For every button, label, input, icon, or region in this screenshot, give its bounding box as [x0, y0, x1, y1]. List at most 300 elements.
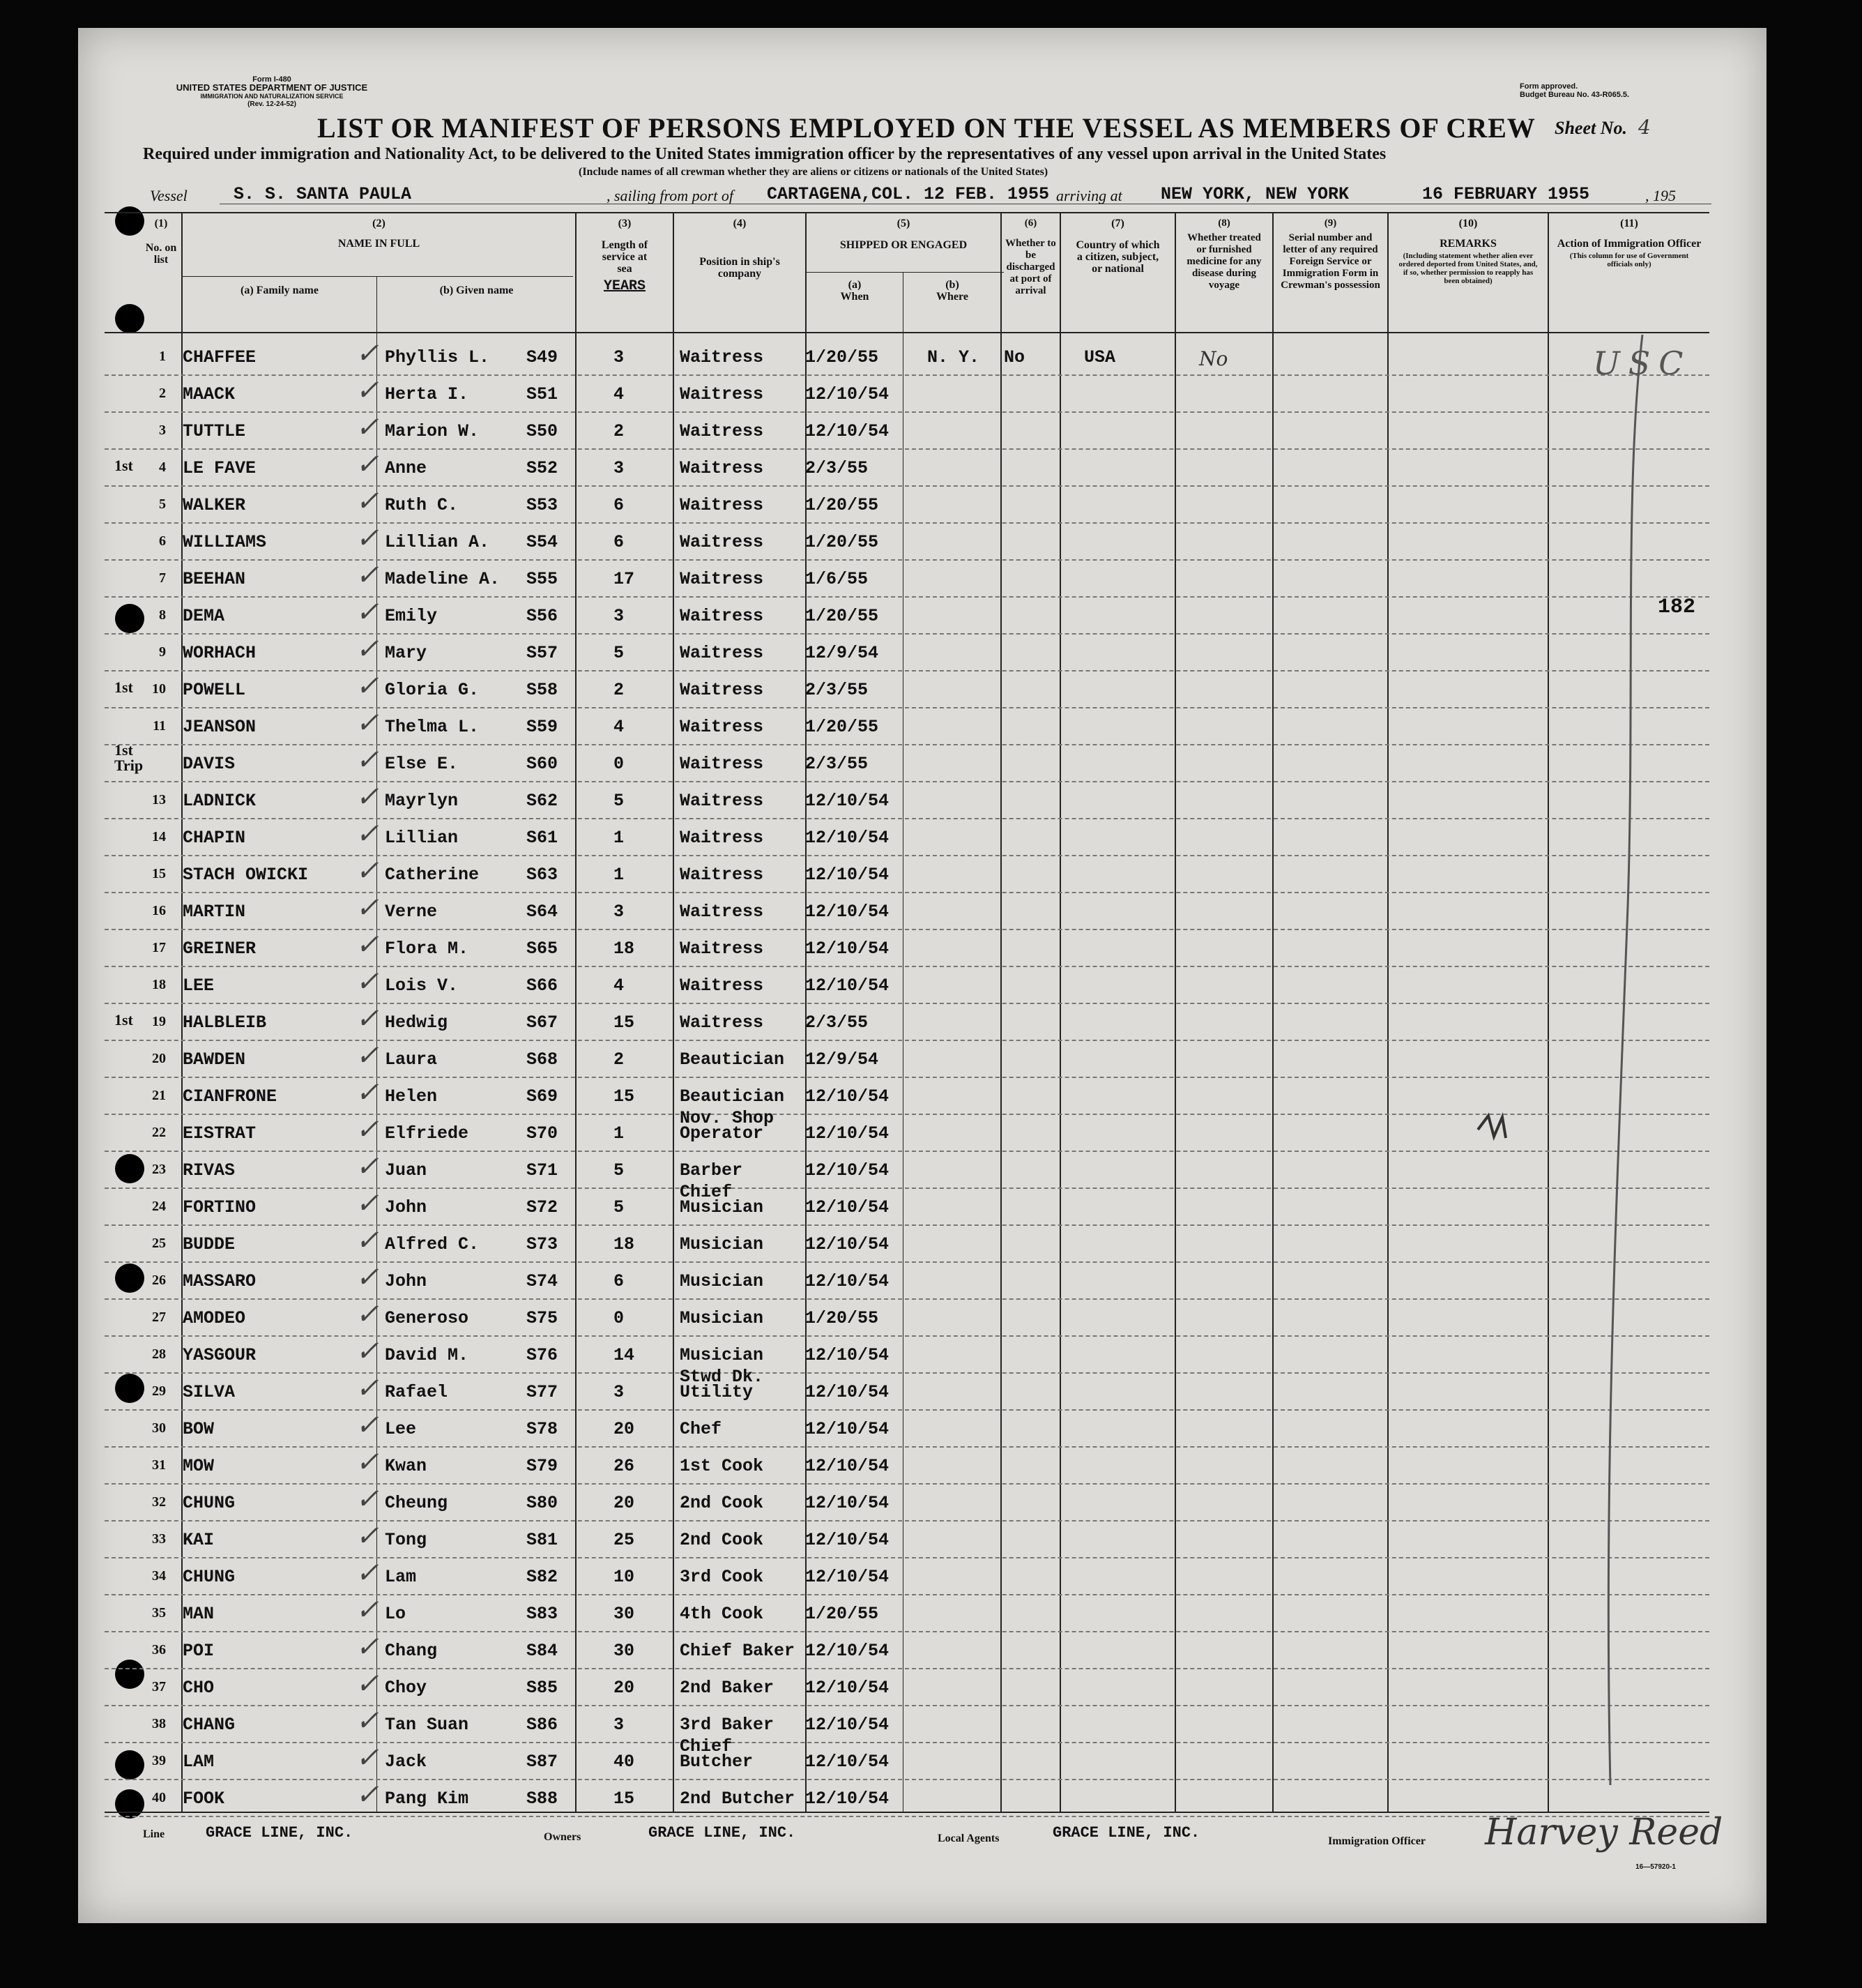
check-mark-icon: ✓	[356, 1335, 379, 1367]
shipped-when: 2/3/55	[805, 754, 869, 774]
check-mark-icon: ✓	[356, 485, 379, 517]
family-name: CHUNG	[183, 1567, 236, 1587]
serial-number: S53	[526, 495, 558, 515]
shipped-when: 12/10/54	[805, 384, 890, 404]
family-name: CHAPIN	[183, 828, 246, 848]
given-name: Madeline A.	[385, 569, 501, 589]
family-name: LADNICK	[183, 791, 257, 811]
given-name: Hedwig	[385, 1012, 448, 1033]
given-name: Tan Suan	[385, 1715, 469, 1735]
row-number: 21	[152, 1088, 166, 1103]
serial-number: S50	[526, 421, 558, 441]
family-name: MASSARO	[183, 1271, 257, 1291]
col-header-5a: (a) When	[840, 279, 869, 303]
position: Waitress	[680, 643, 764, 663]
serial-number: S67	[526, 1012, 558, 1033]
given-name: Ruth C.	[385, 495, 459, 515]
years-at-sea: 2	[613, 1049, 625, 1070]
row-number: 29	[152, 1383, 166, 1399]
family-name: POWELL	[183, 680, 246, 700]
page-title: LIST OR MANIFEST OF PERSONS EMPLOYED ON THE VESSEL AS MEMBERS OF CREW	[317, 112, 1536, 144]
serial-number: S62	[526, 791, 558, 811]
check-mark-icon: ✓	[356, 633, 379, 665]
family-name: CHUNG	[183, 1493, 236, 1513]
col-label: Whether treated or furnished medicine for any disease during voyage	[1186, 232, 1262, 291]
col-num: (7)	[1111, 218, 1124, 229]
serial-number: S73	[526, 1234, 558, 1254]
family-name: HALBLEIB	[183, 1012, 267, 1033]
position: Waitress	[680, 384, 764, 404]
position: Stwd Dk. Utility	[680, 1367, 764, 1402]
officer-label: Immigration Officer	[1328, 1835, 1426, 1847]
family-name: LEE	[183, 976, 215, 996]
serial-number: S85	[526, 1678, 558, 1698]
first-trip-note: 1st	[114, 678, 133, 696]
serial-number: S52	[526, 458, 558, 478]
shipped-when: 1/20/55	[805, 532, 879, 552]
check-mark-icon: ✓	[356, 1631, 379, 1663]
col-label: Position in ship's company	[699, 256, 780, 280]
family-name: CIANFRONE	[183, 1086, 277, 1107]
check-mark-icon: ✓	[356, 337, 379, 370]
family-name: MARTIN	[183, 902, 246, 922]
check-mark-icon: ✓	[356, 1705, 379, 1737]
shipped-when: 12/10/54	[805, 1715, 890, 1735]
years-at-sea: 5	[613, 1197, 625, 1217]
row-number: 23	[152, 1162, 166, 1177]
shipped-when: 12/10/54	[805, 1345, 890, 1365]
row-number: 32	[152, 1494, 166, 1510]
given-name: Alfred C.	[385, 1234, 480, 1254]
row-number: 38	[152, 1716, 166, 1731]
check-mark-icon: ✓	[356, 596, 379, 628]
shipped-when: 12/10/54	[805, 1271, 890, 1291]
shipped-when: 1/20/55	[805, 1604, 879, 1624]
years-at-sea: 4	[613, 976, 625, 996]
vessel-name: S. S. SANTA PAULA	[234, 184, 412, 204]
arrival-date: 16 FEBRUARY 1955	[1422, 184, 1590, 204]
years-at-sea: 40	[613, 1752, 635, 1772]
agents-label: Local Agents	[938, 1833, 1000, 1844]
position: Waitress	[680, 680, 764, 700]
shipped-when: 12/10/54	[805, 1493, 890, 1513]
row-number: 33	[152, 1531, 166, 1547]
given-name: Gloria G.	[385, 680, 480, 700]
family-name: AMODEO	[183, 1308, 246, 1328]
check-mark-icon: ✓	[356, 966, 379, 998]
family-name: GREINER	[183, 939, 257, 959]
shipped-when: 12/10/54	[805, 1197, 890, 1217]
years-at-sea: 3	[613, 1382, 625, 1402]
years-at-sea: 5	[613, 791, 625, 811]
given-name: John	[385, 1271, 427, 1291]
given-name: John	[385, 1197, 427, 1217]
given-name: Helen	[385, 1086, 438, 1107]
row-number: 28	[152, 1346, 166, 1362]
serial-number: S83	[526, 1604, 558, 1624]
years-at-sea: 1	[613, 865, 625, 885]
years-at-sea: 15	[613, 1086, 635, 1107]
family-name: BOW	[183, 1419, 215, 1439]
given-name: Phyllis L.	[385, 347, 490, 367]
col-label: Whether to be discharged at port of arrival	[1005, 238, 1056, 296]
serial-number: S60	[526, 754, 558, 774]
given-name: Emily	[385, 606, 438, 626]
col-header-2b: (b) Given name	[439, 284, 514, 296]
family-name: FOOK	[183, 1789, 225, 1809]
serial-number: S49	[526, 347, 558, 367]
family-name: KAI	[183, 1530, 215, 1550]
serial-number: S70	[526, 1123, 558, 1144]
family-name: TUTTLE	[183, 421, 246, 441]
row-number: 19	[152, 1014, 166, 1029]
col-num: (9)	[1324, 218, 1337, 229]
position: Waitress	[680, 495, 764, 515]
given-name: Tong	[385, 1530, 427, 1550]
row-number: 10	[152, 681, 166, 697]
years-at-sea: 5	[613, 643, 625, 663]
check-mark-icon: ✓	[356, 855, 379, 887]
col-note: (This column for use of Government officials only)	[1569, 252, 1689, 268]
years-at-sea: 1	[613, 828, 625, 848]
position: Waitress	[680, 976, 764, 996]
col-label: Length of service at sea	[601, 239, 648, 275]
serial-number: S59	[526, 717, 558, 737]
check-mark-icon: ✓	[356, 1483, 379, 1515]
years-at-sea: 18	[613, 1234, 635, 1254]
check-mark-icon: ✓	[356, 1298, 379, 1330]
shipped-when: 2/3/55	[805, 1012, 869, 1033]
check-mark-icon: ✓	[356, 1077, 379, 1109]
shipped-when: 12/10/54	[805, 1123, 890, 1144]
years-at-sea: 6	[613, 1271, 625, 1291]
position: Chef	[680, 1419, 722, 1439]
given-name: Anne	[385, 458, 427, 478]
position: Waitress	[680, 902, 764, 922]
position: 1st Cook	[680, 1456, 764, 1476]
sailing-label: , sailing from port of	[606, 187, 733, 204]
row-number: 14	[152, 829, 166, 844]
row-number: 39	[152, 1753, 166, 1768]
owners-name: GRACE LINE, INC.	[648, 1824, 796, 1842]
col-num: (10)	[1458, 218, 1478, 229]
family-name: JEANSON	[183, 717, 257, 737]
row-number: 34	[152, 1568, 166, 1584]
serial-number: S80	[526, 1493, 558, 1513]
given-name: Lois V.	[385, 976, 459, 996]
check-mark-icon: ✓	[356, 448, 379, 480]
row-number: 20	[152, 1051, 166, 1066]
given-name: Elfriede	[385, 1123, 469, 1144]
given-name: Lillian	[385, 828, 459, 848]
position: Musician	[680, 1234, 764, 1254]
row-number: 7	[159, 570, 166, 586]
check-mark-icon: ✓	[356, 1224, 379, 1257]
shipped-when: 12/10/54	[805, 1234, 890, 1254]
check-mark-icon: ✓	[356, 1520, 379, 1552]
years-at-sea: 4	[613, 384, 625, 404]
row-number: 15	[152, 866, 166, 881]
shipped-when: 12/10/54	[805, 1419, 890, 1439]
position: Waitress	[680, 569, 764, 589]
years-at-sea: 20	[613, 1493, 635, 1513]
family-name: STACH OWICKI	[183, 865, 309, 885]
row-number: 8	[159, 607, 166, 623]
given-name: Herta I.	[385, 384, 469, 404]
check-mark-icon: ✓	[356, 1779, 379, 1811]
given-name: Kwan	[385, 1456, 427, 1476]
family-name: WALKER	[183, 495, 246, 515]
years-at-sea: 3	[613, 606, 625, 626]
shipped-when: 1/20/55	[805, 347, 879, 367]
vessel-label: Vessel	[150, 187, 188, 204]
family-name: LAM	[183, 1752, 215, 1772]
serial-number: S63	[526, 865, 558, 885]
check-mark-icon: ✓	[356, 1261, 379, 1293]
position: 4th Cook	[680, 1604, 764, 1624]
position: Waitress	[680, 1012, 764, 1033]
col-header-2a: (a) Family name	[241, 284, 319, 296]
family-name: CHAFFEE	[183, 347, 257, 367]
given-name: Pang Kim	[385, 1789, 469, 1809]
subtitle: Required under immigration and Nationality Act, to be delivered to the United States immigration officer by the representatives of any vessel upon arrival in the United States	[143, 145, 1387, 163]
position: 2nd Cook	[680, 1530, 764, 1550]
col-note: (Including statement whether alien ever ordered deported from United States, and, if so, whether permission to reapply has been obtained)	[1398, 252, 1538, 285]
family-name: WILLIAMS	[183, 532, 267, 552]
officer-signature: Harvey Reed	[1485, 1812, 1723, 1853]
years-at-sea: 3	[613, 458, 625, 478]
check-mark-icon: ✓	[356, 670, 379, 702]
shipped-when: 1/20/55	[805, 606, 879, 626]
check-mark-icon: ✓	[356, 929, 379, 961]
form-code: 16—57920-1	[1635, 1863, 1676, 1871]
years-at-sea: 10	[613, 1567, 635, 1587]
given-name: David M.	[385, 1345, 469, 1365]
col-num: (8)	[1218, 218, 1230, 229]
position: Waitress	[680, 421, 764, 441]
form-number: Form I-480	[252, 75, 291, 84]
given-name: Laura	[385, 1049, 438, 1070]
position: Waitress	[680, 717, 764, 737]
serial-number: S77	[526, 1382, 558, 1402]
check-mark-icon: ✓	[356, 744, 379, 776]
pencil-scribble	[1478, 1116, 1506, 1138]
family-name: EISTRAT	[183, 1123, 257, 1144]
serial-number: S65	[526, 939, 558, 959]
shipped-when: 12/10/54	[805, 1086, 890, 1107]
check-mark-icon: ✓	[356, 1003, 379, 1035]
given-name: Lillian A.	[385, 532, 490, 552]
check-mark-icon: ✓	[356, 707, 379, 739]
shipped-when: 12/10/54	[805, 1456, 890, 1476]
check-mark-icon: ✓	[356, 1409, 379, 1441]
budget-bureau: Budget Bureau No. 43-R065.5.	[1520, 91, 1630, 99]
family-name: WORHACH	[183, 643, 257, 663]
shipped-when: 12/10/54	[805, 939, 890, 959]
family-name: RIVAS	[183, 1160, 236, 1181]
col-num: (3)	[618, 218, 632, 229]
footer	[143, 1812, 1725, 1856]
serial-number: S64	[526, 902, 558, 922]
row-number: 30	[152, 1420, 166, 1436]
family-name: MOW	[183, 1456, 215, 1476]
serial-number: S84	[526, 1641, 558, 1661]
position: Barber	[680, 1160, 743, 1181]
shipped-when: 2/3/55	[805, 458, 869, 478]
serial-number: S69	[526, 1086, 558, 1107]
count-mark: 182	[1658, 595, 1696, 619]
years-at-sea: 20	[613, 1678, 635, 1698]
shipped-where: N. Y.	[927, 347, 980, 367]
years-at-sea: 2	[613, 421, 625, 441]
years-at-sea: 1	[613, 1123, 625, 1144]
family-name: POI	[183, 1641, 215, 1661]
row-number: 9	[159, 644, 166, 660]
given-name: Choy	[385, 1678, 427, 1698]
serial-number: S86	[526, 1715, 558, 1735]
serial-number: S71	[526, 1160, 558, 1181]
col-label: REMARKS	[1440, 238, 1497, 250]
shipped-when: 12/10/54	[805, 421, 890, 441]
check-mark-icon: ✓	[356, 1151, 379, 1183]
first-trip-note: 1st	[114, 457, 133, 474]
shipped-when: 1/20/55	[805, 1308, 879, 1328]
row-number: 31	[152, 1457, 166, 1473]
col-label: Serial number and letter of any required Foreign Service or Immigration Form in Crewman's possession	[1281, 232, 1380, 291]
line-label: Line	[143, 1828, 165, 1840]
shipped-when: 12/10/54	[805, 1641, 890, 1661]
check-mark-icon: ✓	[356, 1742, 379, 1774]
given-name: Else E.	[385, 754, 459, 774]
check-mark-icon: ✓	[356, 1188, 379, 1220]
col-label: No. on list	[145, 242, 177, 266]
years-at-sea: 5	[613, 1160, 625, 1181]
years-at-sea: 3	[613, 1715, 625, 1735]
check-mark-icon: ✓	[356, 818, 379, 850]
shipped-when: 12/10/54	[805, 1160, 890, 1181]
row-number: 35	[152, 1605, 166, 1621]
row-number: 16	[152, 903, 166, 918]
shipped-when: 12/10/54	[805, 902, 890, 922]
arriving-label: arriving at	[1056, 187, 1122, 204]
row-number: 37	[152, 1679, 166, 1694]
position: Nov. Shop Operator	[680, 1108, 774, 1144]
position: Waitress	[680, 458, 764, 478]
shipped-when: 2/3/55	[805, 680, 869, 700]
position: 2nd Cook	[680, 1493, 764, 1513]
years-at-sea: 25	[613, 1530, 635, 1550]
position: Beautician	[680, 1049, 785, 1070]
row-number: 24	[152, 1199, 166, 1214]
row-number: 25	[152, 1236, 166, 1251]
row-number: 40	[152, 1790, 166, 1805]
check-mark-icon: ✓	[356, 892, 379, 924]
col-num: (4)	[733, 218, 747, 229]
owners-label: Owners	[544, 1831, 581, 1843]
serial-number: S68	[526, 1049, 558, 1070]
given-name: Verne	[385, 902, 438, 922]
serial-number: S51	[526, 384, 558, 404]
given-name: Cheung	[385, 1493, 448, 1513]
check-mark-icon: ✓	[356, 1557, 379, 1589]
given-name: Rafael	[385, 1382, 448, 1402]
family-name: CHANG	[183, 1715, 236, 1735]
family-name: LE FAVE	[183, 458, 257, 478]
years-at-sea: 26	[613, 1456, 635, 1476]
given-name: Generoso	[385, 1308, 469, 1328]
given-name: Lee	[385, 1419, 417, 1439]
agents-name: GRACE LINE, INC.	[1053, 1824, 1200, 1842]
years-at-sea: 6	[613, 532, 625, 552]
years-at-sea: 2	[613, 680, 625, 700]
years-at-sea: 0	[613, 1308, 625, 1328]
years-unit: YEARS	[603, 278, 646, 294]
form-approved: Form approved.	[1520, 82, 1578, 91]
position: Chief Butcher	[680, 1736, 754, 1772]
serial-number: S72	[526, 1197, 558, 1217]
row-number: 4	[159, 460, 166, 475]
row-number: 22	[152, 1125, 166, 1140]
check-mark-icon: ✓	[356, 411, 379, 443]
check-mark-icon: ✓	[356, 522, 379, 554]
family-name: BUDDE	[183, 1234, 236, 1254]
shipped-when: 1/20/55	[805, 717, 879, 737]
sailing-date: 12 FEB. 1955	[924, 184, 1050, 204]
row-number: 17	[152, 940, 166, 955]
sheet-label: Sheet No.	[1555, 118, 1627, 138]
given-name: Lo	[385, 1604, 406, 1624]
years-at-sea: 17	[613, 569, 635, 589]
row-number: 6	[159, 533, 166, 549]
years-at-sea: 14	[613, 1345, 635, 1365]
position: Musician	[680, 1308, 764, 1328]
shipped-when: 1/6/55	[805, 569, 869, 589]
family-name: CHO	[183, 1678, 215, 1698]
row-number: 3	[159, 423, 166, 438]
check-mark-icon: ✓	[356, 781, 379, 813]
serial-number: S78	[526, 1419, 558, 1439]
col-num: (11)	[1620, 218, 1638, 229]
position: Waitress	[680, 606, 764, 626]
years-at-sea: 30	[613, 1604, 635, 1624]
check-mark-icon: ✓	[356, 1372, 379, 1404]
service: IMMIGRATION AND NATURALIZATION SERVICE	[200, 93, 344, 100]
shipped-when: 12/10/54	[805, 976, 890, 996]
revision: (Rev. 12-24-52)	[247, 100, 296, 108]
serial-number: S81	[526, 1530, 558, 1550]
position: Waitress	[680, 791, 764, 811]
years-at-sea: 15	[613, 1789, 635, 1809]
given-name: Juan	[385, 1160, 427, 1181]
given-name: Flora M.	[385, 939, 469, 959]
first-trip-note: 1st Trip	[114, 741, 144, 774]
first-trip-note: 1st	[114, 1011, 133, 1029]
serial-number: S88	[526, 1789, 558, 1809]
shipped-when: 12/10/54	[805, 865, 890, 885]
shipped-when: 12/9/54	[805, 643, 879, 663]
col-label: SHIPPED OR ENGAGED	[839, 239, 968, 251]
family-name: BEEHAN	[183, 569, 246, 589]
col-header-5b: (b) Where	[936, 279, 968, 303]
position: Waitress	[680, 828, 764, 848]
country: USA	[1084, 347, 1116, 367]
shipped-when: 12/10/54	[805, 1752, 890, 1772]
years-at-sea: 6	[613, 495, 625, 515]
department: UNITED STATES DEPARTMENT OF JUSTICE	[176, 82, 368, 93]
include-note: (Include names of all crewman whether they are aliens or citizens or nationals of the United States)	[579, 166, 1048, 178]
family-name: DAVIS	[183, 754, 236, 774]
col-label: NAME IN FULL	[337, 238, 420, 250]
